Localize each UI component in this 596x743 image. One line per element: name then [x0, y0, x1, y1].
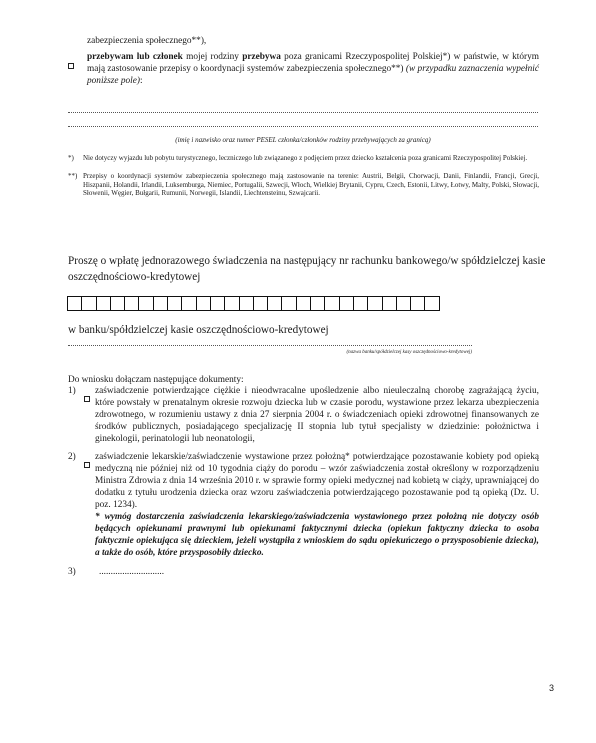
account-digit-cell[interactable] [424, 296, 439, 311]
account-digit-cell[interactable] [196, 296, 211, 311]
account-digit-cell[interactable] [281, 296, 296, 311]
account-digit-cell[interactable] [81, 296, 96, 311]
checkbox-icon[interactable] [84, 462, 90, 468]
option-abroad-text [87, 51, 539, 87]
account-digit-cell[interactable] [210, 296, 225, 311]
checkbox-icon[interactable] [68, 63, 74, 69]
continuation-line: zabezpieczenia społecznego**), [87, 36, 207, 46]
account-digit-cell[interactable] [124, 296, 139, 311]
item-1-checkbox[interactable] [84, 389, 90, 407]
account-digit-cell[interactable] [267, 296, 282, 311]
account-digit-cell[interactable] [324, 296, 339, 311]
account-digit-cell[interactable] [96, 296, 111, 311]
account-digit-cell[interactable] [138, 296, 153, 311]
account-digit-cell[interactable] [410, 296, 425, 311]
account-digit-cell[interactable] [153, 296, 168, 311]
item-2-number: 2) [68, 452, 76, 462]
account-number-field[interactable] [67, 296, 439, 311]
footnote-2-mark: **) [68, 172, 78, 180]
account-digit-cell[interactable] [382, 296, 397, 311]
footnote-2-text: Przepisy o koordynacji systemów zabezpieczenia społecznego mają zastosowanie na terenie: Austrii, Belgii, Chorwacji, Danii, Finlandii, Francji, Grecji, Hiszpanii, Holandii, Irlandii, Luksemburga, Niemiec, Portugalii, Szwecji, Włoch, Wielkiej Brytanii, Cypru, Czech, Estonii, Litwy, Łotwy, Malty, Polski, Słowacji, Słowenii, Węgier, Bułgarii, Rumunii, Norwegii, Islandii, Liechtensteinu, Szwajcarii. [83, 172, 539, 198]
item-2-text: zaświadczenie lekarskie/zaświadczenie wystawione przez położną* potwierdzające pozostawanie kobiety pod opieką medyczną nie później niż od 10 tygodnia ciąży do porodu – wzór zaświadczenia został określony w rozporządzeniu Ministra Zdrowia z dnia 14 września 2010 r. w sprawie formy opieki medycznej nad kobietą w ciąży, uprawniającej do dodatku z tytułu urodzenia dziecka oraz wzoru zaświadczenia potwierdzającego pozostawanie pod tą opieką (Dz. U. poz. 1234). [95, 452, 539, 510]
account-digit-cell[interactable] [253, 296, 268, 311]
account-digit-cell[interactable] [181, 296, 196, 311]
item-1-text: zaświadczenie potwierdzające ciężkie i nieodwracalne upośledzenie albo nieuleczalną chorobę zagrażającą życiu, które powstały w prenatalnym okresie rozwoju dziecka lub w czasie porodu, wystawione przez lekarza ubezpieczenia zdrowotnego, w rozumieniu ustawy z dnia 27 sierpnia 2004 r. o świadczeniach opieki zdrowotnej finansowanych ze środków publicznych, posiadającego specjalizację II stopnia lub tytuł specjalisty w dziedzinie: położnictwa i ginekologii, perinatologii lub neonatologii, [95, 386, 539, 444]
account-digit-cell[interactable] [339, 296, 354, 311]
account-digit-cell[interactable] [239, 296, 254, 311]
account-digit-cell[interactable] [367, 296, 382, 311]
option-mid-1: mojej rodziny [182, 52, 243, 62]
option-checkbox-abroad[interactable] [68, 56, 74, 74]
item-3-number: 3) [68, 567, 76, 577]
account-digit-cell[interactable] [353, 296, 368, 311]
option-end: : [139, 76, 143, 86]
account-digit-cell[interactable] [110, 296, 125, 311]
bank-caption: (nazwa banku/spółdzielczej kasy oszczędnościowo-kredytowej) [346, 350, 472, 355]
option-rest: poza granicami Rzeczypospolitej Polskiej*) w państwie, w którym mają zastosowanie przepisy o koordynacji systemów zabezpieczenia społecznego**) [87, 52, 540, 74]
option-bold-1: przebywam lub członek [87, 52, 183, 62]
fill-line-2[interactable] [68, 126, 538, 127]
option-italic: (w przypadku zaznaczenia wypełnić poniższe pole) [87, 64, 539, 86]
account-digit-cell[interactable] [224, 296, 239, 311]
account-digit-cell[interactable] [167, 296, 182, 311]
item-2-checkbox[interactable] [84, 455, 90, 473]
account-digit-cell[interactable] [396, 296, 411, 311]
page-number: 3 [549, 683, 555, 693]
footnote-1-text: Nie dotyczy wyjazdu lub pobytu turystycznego, leczniczego lub związanego z podjęciem przez dziecko kształcenia poza granicami Rzeczypospolitej Polskiej. [83, 154, 528, 162]
bank-label: w banku/spółdzielczej kasie oszczędnościowo-kredytowej [68, 324, 329, 336]
footnote-1-mark: *) [68, 154, 74, 162]
attachments-heading: Do wniosku dołączam następujące dokumenty: [68, 375, 244, 385]
account-digit-cell[interactable] [296, 296, 311, 311]
fill-line-1[interactable] [68, 112, 538, 113]
item-3-dots[interactable]: ............................ [99, 567, 165, 577]
account-digit-cell[interactable] [67, 296, 82, 311]
account-digit-cell[interactable] [310, 296, 325, 311]
bank-name-line[interactable] [68, 345, 472, 346]
option-bold-2: przebywa [242, 52, 281, 62]
fill-caption: (imię i nazwisko oraz numer PESEL członka/członków rodziny przebywających za granicą) [175, 136, 431, 144]
checkbox-icon[interactable] [84, 396, 90, 402]
bank-request: Proszę o wpłatę jednorazowego świadczenia na następujący nr rachunku bankowego/w spółdzielczej kasie oszczędnościowo-kredytowej [68, 255, 546, 283]
item-2-note: * wymóg dostarczenia zaświadczenia lekarskiego/zaświadczenia wystawionego przez położną nie dotyczy osób będących opiekunami prawnymi lub opiekunami faktycznymi dziecka (opiekun faktyczny dziecka to osoba faktycznie opiekująca się dzieckiem, jeżeli wystąpiła z wnioskiem do sądu opiekuńczego o przysposobienie dziecka), a także do osób, które przysposobiły dziecko. [95, 512, 539, 558]
item-1-number: 1) [68, 386, 76, 396]
